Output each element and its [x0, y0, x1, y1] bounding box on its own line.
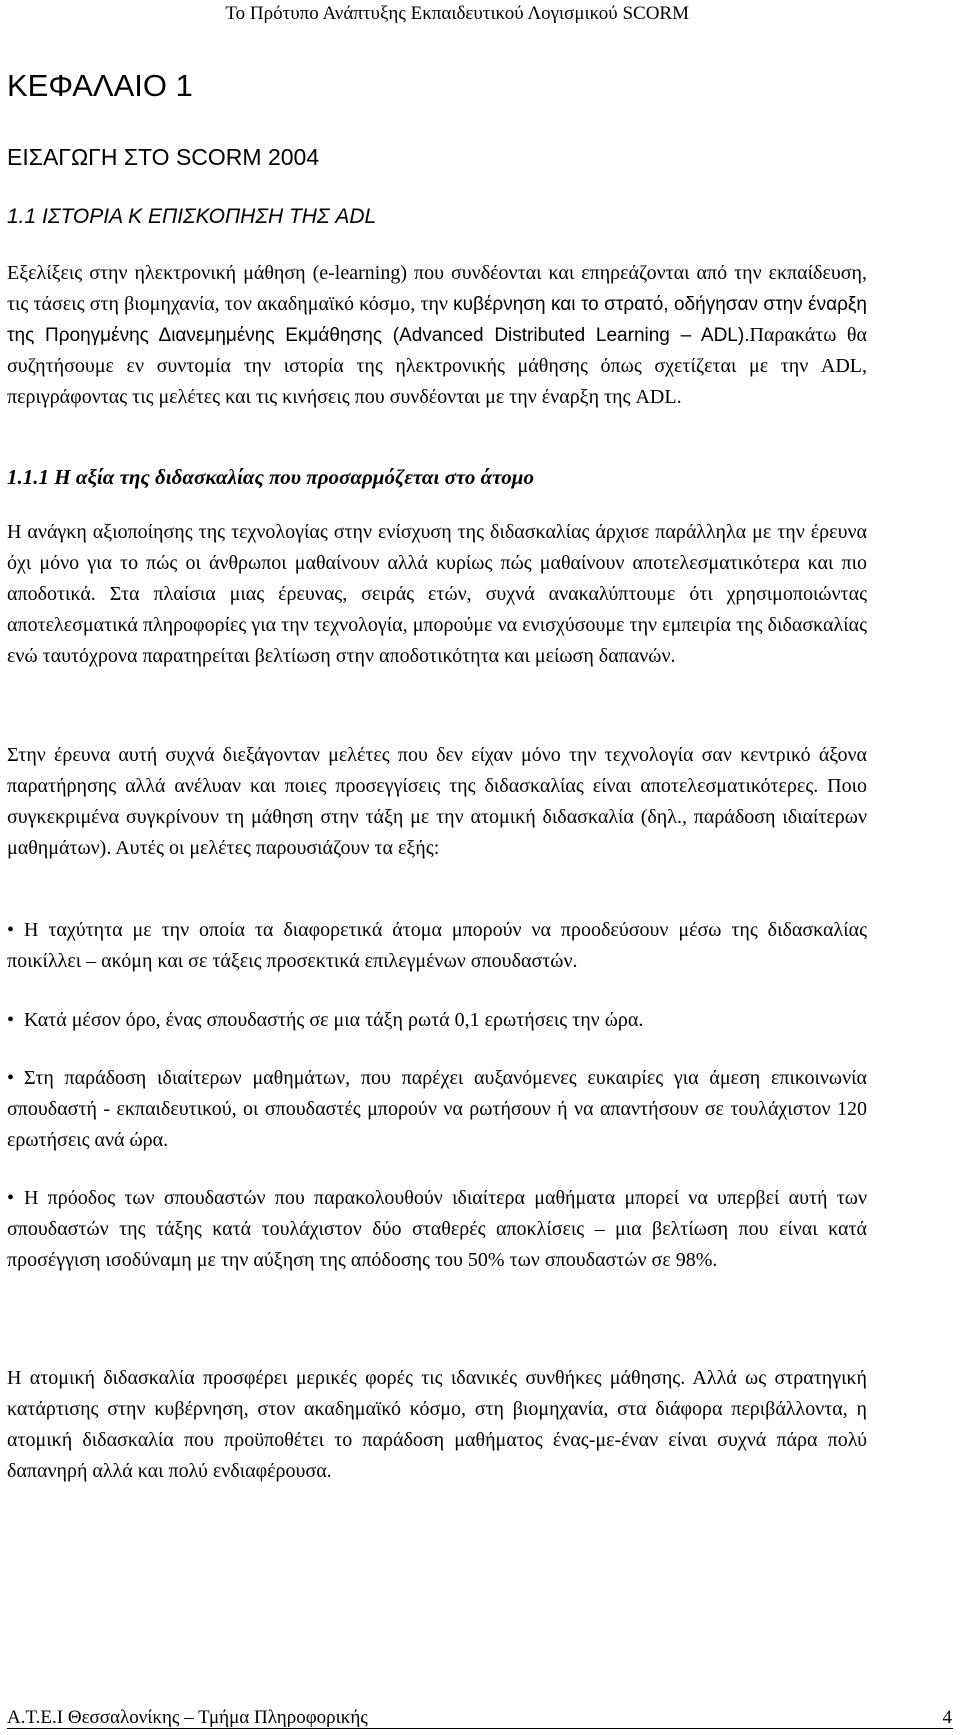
body-paragraph-3: Η ατομική διδασκαλία προσφέρει μερικές φορές τις ιδανικές συνθήκες μάθησης. Αλλά ως στρατηγική κατάρτισης στην κυβέρνηση, στον ακαδημαϊκό κόσμο, στη βιομηχανία, στα διάφορα περιβάλλοντα, η ατομική διδασκαλία που προϋποθέτει το παράδοση μαθήματος ένας-με-έναν είναι συχνά πάρα πολύ δαπανηρή αλλά και πολύ ενδιαφέρουσα. [7, 1367, 867, 1482]
section-intro-paragraph [7, 258, 867, 413]
bullet-icon: • [7, 1187, 15, 1209]
intro-text-part2: κυβέρνηση και το στρατό, οδήγησαν στην έναρξη της Προηγμένης Διανεμημένης Εκμάθησης (Advanced Distributed Learning – ADL). [7, 294, 867, 346]
bullet-text-2: Κατά μέσον όρο, ένας σπουδαστής σε μια τάξη ρωτά 0,1 ερωτήσεις την ώρα. [24, 1009, 644, 1031]
footer-institution: Α.Τ.Ε.Ι Θεσσαλονίκης – Τμήμα Πληροφορικής [7, 1707, 368, 1728]
body-paragraph-2: Στην έρευνα αυτή συχνά διεξάγονταν μελέτες που δεν είχαν μόνο την τεχνολογία σαν κεντρικό άξονα παρατήρησης αλλά ανέλυαν και ποιες προσεγγίσεις της διδασκαλίας είναι αποτελεσματικότερες. Ποιο συγκεκριμένα συγκρίνουν τη μάθηση στην τάξη με την ατομική διδασκαλία (δηλ., παράδοση ιδιαίτερων μαθημάτων). Αυτές οι μελέτες παρουσιάζουν τα εξής: [7, 744, 867, 859]
bullet-text-3: Στη παράδοση ιδιαίτερων μαθημάτων, που παρέχει αυξανόμενες ευκαιρίες για άμεση επικοινωνία σπουδαστή - εκπαιδευτικού, οι σπουδαστές μπορούν να ρωτήσουν ή να απαντήσουν σε τουλάχιστον 120 ερωτήσεις ανά ώρα. [7, 1067, 867, 1151]
bullet-icon: • [7, 1067, 15, 1089]
chapter-number: ΚΕΦΑΛΑΙΟ 1 [7, 68, 193, 103]
intro-text-part1: Εξελίξεις στην ηλεκτρονική μάθηση (e-learning) που συνδέονται και επηρεάζονται από την εκπαίδευση, τις τάσεις στη βιομηχανία, τον ακαδημαϊκό κόσμο, την [7, 262, 867, 315]
bullet-icon: • [7, 1009, 15, 1031]
bullet-icon: • [7, 919, 15, 941]
bullet-text-1: Η ταχύτητα με την οποία τα διαφορετικά άτομα μπορούν να προοδεύσουν μέσω της διδασκαλίας ποικίλλει – ακόμη και σε τάξεις προσεκτικά επιλεγμένων σπουδαστών. [7, 919, 867, 972]
footer-divider [7, 1728, 953, 1729]
bullet-item-4 [7, 1183, 867, 1276]
bullet-item-1 [7, 915, 867, 977]
intro-text-part3: Παρακάτω θα συζητήσουμε εν συντομία την ιστορία της ηλεκτρονικής μάθησης όπως σχετίζεται με την ADL, περιγράφοντας τις μελέτες και τις κινήσεις που συνδέονται με την έναρξη της ADL. [7, 324, 867, 408]
body-paragraph-1: Η ανάγκη αξιοποίησης της τεχνολογίας στην ενίσχυση της διδασκαλίας άρχισε παράλληλα με την έρευνα όχι μόνο για το πώς οι άνθρωποι μαθαίνουν αλλά κυρίως πώς μαθαίνουν αποτελεσματικότερα και πιο αποδοτικά. Στα πλαίσια μιας έρευνας, σειράς ετών, συχνά ανακαλύπτουμε ότι χρησιμοποιώντας αποτελεσματικά πληροφορίες για την τεχνολογία, μπορούμε να ενισχύσουμε την εμπειρία της διδασκαλίας ενώ ταυτόχρονα παρατηρείται βελτίωση στην αποδοτικότητα και μείωση δαπανών. [7, 521, 867, 667]
subsection-heading: 1.1.1 Η αξία της διδασκαλίας που προσαρμόζεται στο άτομο [7, 465, 534, 489]
bullet-item-3 [7, 1063, 867, 1156]
bullet-text-4: Η πρόοδος των σπουδαστών που παρακολουθούν ιδιαίτερα μαθήματα μπορεί να υπερβεί αυτή των σπουδαστών της τάξης κατά τουλάχιστον δύο σταθερές αποκλίσεις – μια βελτίωση που είναι κατά προσέγγιση ισοδύναμη με την αύξηση της απόδοσης του 50% των σπουδαστών σε 98%. [7, 1187, 867, 1271]
bullet-item-2 [7, 1005, 867, 1036]
chapter-title: ΕΙΣΑΓΩΓΗ ΣΤΟ SCORM 2004 [7, 144, 320, 170]
running-header: Το Πρότυπο Ανάπτυξης Εκπαιδευτικού Λογισμικού SCORM [225, 3, 689, 24]
section-heading: 1.1 ΙΣΤΟΡΙΑ Κ ΕΠΙΣΚΟΠΗΣΗ ΤΗΣ ADL [7, 205, 377, 228]
page-number: 4 [942, 1707, 952, 1728]
